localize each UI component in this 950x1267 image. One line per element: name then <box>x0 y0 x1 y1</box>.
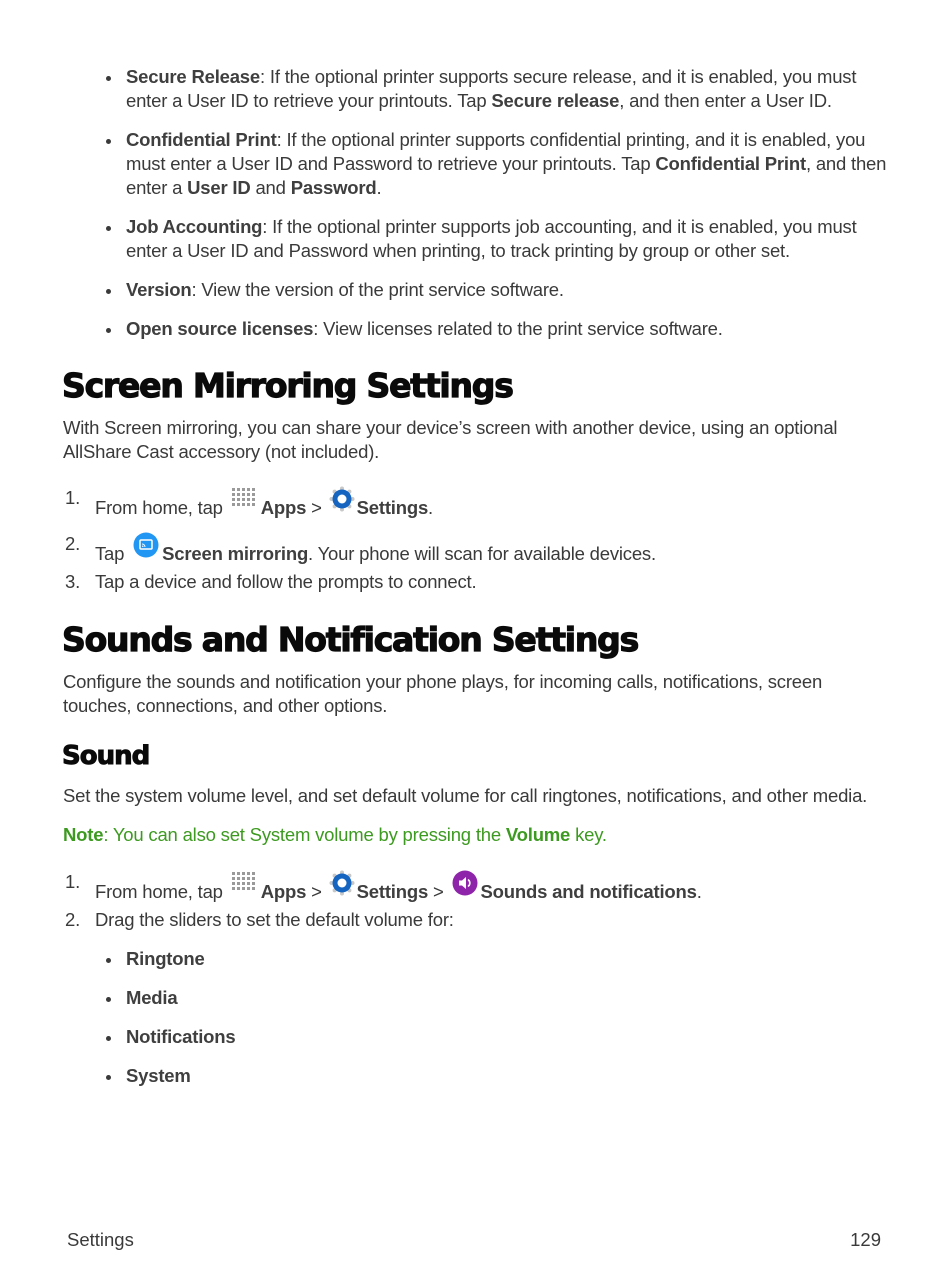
step-text <box>95 870 702 904</box>
sub-heading-sound: Sound <box>62 741 150 771</box>
term: Secure Release <box>126 66 260 87</box>
term: Confidential Print <box>126 129 277 150</box>
settings-gear-icon <box>329 870 355 896</box>
list-item <box>63 65 893 113</box>
list-item <box>63 1064 893 1088</box>
note-label: Note <box>63 824 104 845</box>
step-text-part: . <box>428 497 433 518</box>
description: : If the optional printer supports job accounting, and it is enabled, you must enter a User ID and Password when printing, to track printing by group or other set. <box>126 216 857 261</box>
volume-key-label: Volume <box>505 824 571 845</box>
step-text: Drag the sliders to set the default volume for: <box>95 909 454 930</box>
sound-notification-icon <box>452 870 478 896</box>
step-text-part: From home, tap <box>95 497 228 518</box>
list-item <box>63 947 893 971</box>
term: Open source licenses <box>126 318 314 339</box>
step-text-part: > <box>306 881 327 902</box>
note-text: key. <box>570 824 607 845</box>
step-number: 1. <box>65 487 81 508</box>
step-text-part: From home, tap <box>95 881 228 902</box>
apps-label: Apps <box>260 497 307 518</box>
list-item <box>63 1025 893 1049</box>
apps-label: Apps <box>260 881 307 902</box>
volume-item-media: Media <box>126 987 178 1008</box>
description: . <box>376 177 382 198</box>
step-number: 2. <box>65 909 81 930</box>
apps-grid-icon <box>231 486 259 512</box>
settings-label: Settings <box>356 881 429 902</box>
list-item <box>63 215 893 263</box>
ui-label: Password <box>290 177 377 198</box>
step-text-part: Tap <box>95 543 130 564</box>
ui-label: Secure release <box>491 90 620 111</box>
step-text-part: . Your phone will scan for available devices. <box>308 543 656 564</box>
footer-section-label: Settings <box>67 1229 134 1250</box>
apps-grid-icon <box>231 870 259 896</box>
settings-gear-icon <box>329 486 355 512</box>
step-text <box>95 532 656 566</box>
ui-label: User ID <box>187 177 251 198</box>
step-text: Tap a device and follow the prompts to connect. <box>95 571 477 592</box>
list-item <box>63 986 893 1010</box>
sounds-notifications-label: Sounds and notifications <box>480 881 697 902</box>
list-item <box>63 278 893 302</box>
step-text-part: > <box>306 497 327 518</box>
description: : View the version of the print service software. <box>191 279 564 300</box>
step-number: 1. <box>65 871 81 892</box>
section-intro: Configure the sounds and notification your phone plays, for incoming calls, notifications, screen touches, connections, and other options. <box>63 671 823 716</box>
note <box>63 823 893 847</box>
description: : If the optional printer supports confidential printing, and it is enabled, you must enter a User ID and Password to retrieve your printouts. Tap <box>126 129 866 174</box>
list-item <box>63 128 893 200</box>
term: Job Accounting <box>126 216 263 237</box>
description: and <box>250 177 291 198</box>
step-number: 2. <box>65 533 81 554</box>
step-text <box>95 486 433 520</box>
ui-label: Confidential Print <box>655 153 806 174</box>
step-number: 3. <box>65 571 81 592</box>
settings-label: Settings <box>356 497 429 518</box>
term: Version <box>126 279 192 300</box>
section-intro: With Screen mirroring, you can share your device’s screen with another device, using an optional AllShare Cast accessory (not included). <box>63 417 838 462</box>
description: : If the optional printer supports secure release, and it is enabled, you must enter a User ID to retrieve your printouts. Tap <box>126 66 857 111</box>
section-heading-sounds-notifications: Sounds and Notification Settings <box>62 620 639 659</box>
note-text: : You can also set System volume by pressing the <box>103 824 506 845</box>
screen-mirroring-icon <box>133 532 159 558</box>
sub-intro: Set the system volume level, and set default volume for call ringtones, notifications, and other media. <box>63 785 868 806</box>
description: : View licenses related to the print service software. <box>313 318 723 339</box>
page-number: 129 <box>850 1229 881 1250</box>
step-text-part: . <box>696 881 702 902</box>
screen-mirroring-label: Screen mirroring <box>162 543 309 564</box>
step-text-part: > <box>428 881 449 902</box>
volume-item-ringtone: Ringtone <box>126 948 205 969</box>
print-options-list <box>63 65 893 341</box>
list-item <box>63 317 893 341</box>
section-heading-screen-mirroring: Screen Mirroring Settings <box>62 366 513 405</box>
description: , and then enter a <box>126 153 887 198</box>
volume-item-system: System <box>126 1065 191 1086</box>
description: , and then enter a User ID. <box>619 90 832 111</box>
volume-item-notifications: Notifications <box>126 1026 236 1047</box>
volume-list <box>63 947 893 1088</box>
